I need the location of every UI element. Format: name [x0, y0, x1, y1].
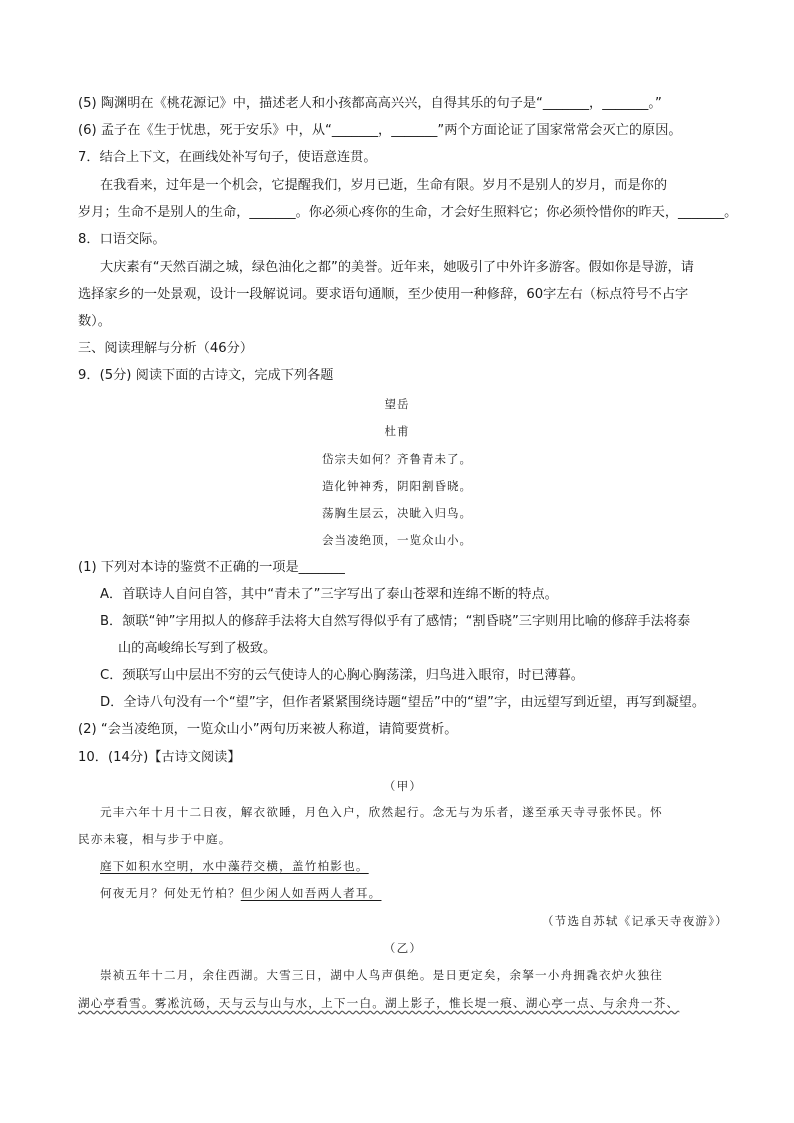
poem-line-1: 岱宗夫如何？齐鲁青未了。: [322, 452, 472, 466]
poem-line-3: 荡胸生层云，决眦入归鸟。: [322, 506, 472, 520]
section-3-heading: 三、阅读理解与分析（46分）: [78, 341, 254, 356]
option-b-line-1: B．颔联“钟”字用拟人的修辞手法将大自然写得似乎有了感情；“割昏晓”三字则用比喻的修辞手法将泰: [100, 614, 691, 629]
question-7-paragraph-line-2: 岁月；生命不是别人的生命，_______。你必须心疼你的生命，才会好生照料它；你必须怜惜你的昨天，_______。: [78, 205, 738, 220]
question-7-heading: 7．结合上下文，在画线处补写句子，使语意连贯。: [78, 150, 377, 165]
question-5: (5) 陶渊明在《桃花源记》中，描述老人和小孩都高高兴兴，自得其乐的句子是“_______，_______。”: [78, 96, 662, 111]
question-8-paragraph-line-1: 大庆素有“天然百湖之城，绿色油化之都”的美誉。近年来，她吸引了中外许多游客。假如你是导游，请: [100, 260, 694, 275]
option-a: A．首联诗人自问自答，其中“青未了”三字写出了泰山苍翠和连绵不断的特点。: [100, 587, 558, 602]
underlined-sentence-2: 但少闲人如吾两人者耳。: [240, 886, 382, 900]
option-c: C．颈联写山中层出不穷的云气使诗人的心胸心胸荡漾，归鸟进入眼帘，时已薄暮。: [100, 668, 584, 683]
question-9-heading: 9．(5分) 阅读下面的古诗文，完成下列各题: [78, 368, 334, 383]
passage-jia-question-text: 何夜无月？何处无竹柏？: [100, 886, 241, 900]
passage-jia-source: （节选自苏轼《记承天寺夜游》）: [541, 914, 728, 928]
passage-jia-line-2: 民亦未寝，相与步于中庭。: [78, 832, 232, 846]
option-d: D．全诗八句没有一个“望”字，但作者紧紧围绕诗题“望岳”中的“望”字，由远望写到近望，再写到凝望。: [100, 695, 706, 710]
passage-jia-line-4: [100, 884, 728, 902]
question-10-heading: 10．(14分)【古诗文阅读】: [78, 750, 241, 765]
passage-jia-line-3: [100, 857, 728, 875]
question-9-2: (2) “会当凌绝顶，一览众山小”两句历来被人称道，请简要赏析。: [78, 722, 458, 737]
poem-line-4: 会当凌绝顶，一览众山小。: [322, 533, 472, 547]
question-8-paragraph-line-2: 选择家乡的一处景观，设计一段解说词。要求语句通顺，至少使用一种修辞，60字左右（标点符号不占字: [78, 287, 689, 302]
poem-title: 望岳: [384, 397, 410, 411]
poem-line-2: 造化钟神秀，阴阳割昏晓。: [322, 479, 472, 493]
underlined-sentence-1: 庭下如积水空明，水中藻荇交横，盖竹柏影也。: [100, 859, 369, 873]
passage-jia-label: （甲）: [383, 779, 423, 793]
question-8-heading: 8．口语交际。: [78, 232, 166, 247]
passage-yi-line-2: [78, 994, 728, 1012]
question-8-paragraph-line-3: 数）。: [78, 314, 111, 329]
question-6: (6) 孟子在《生于忧患，死于安乐》中，从“_______，_______”两个方面论证了国家常常会灭亡的原因。: [78, 123, 682, 138]
passage-yi-line-1: 崇祯五年十二月，余住西湖。大雪三日，湖中人鸟声俱绝。是日更定矣，余拏一小舟拥毳衣炉火独往: [100, 968, 663, 982]
poem-author: 杜甫: [384, 424, 410, 438]
question-7-paragraph-line-1: 在我看来，过年是一个机会，它提醒我们，岁月已逝，生命有限。岁月不是别人的岁月，而是你的: [100, 178, 668, 193]
option-b-line-2: 山的高峻绵长写到了极致。: [118, 641, 277, 656]
passage-yi-line-2-text: 湖心亭看雪。雾凇沆砀，天与云与山与水，上下一白。湖上影子，惟长堤一痕、湖心亭一点、与余舟一芥、: [78, 996, 680, 1010]
passage-jia-line-1: 元丰六年十月十二日夜，解衣欲睡，月色入户，欣然起行。念无与为乐者，遂至承天寺寻张怀民。怀: [100, 805, 663, 819]
question-9-1: (1) 下列对本诗的鉴赏不正确的一项是_______: [78, 560, 345, 575]
passage-yi-label: （乙）: [383, 941, 423, 955]
